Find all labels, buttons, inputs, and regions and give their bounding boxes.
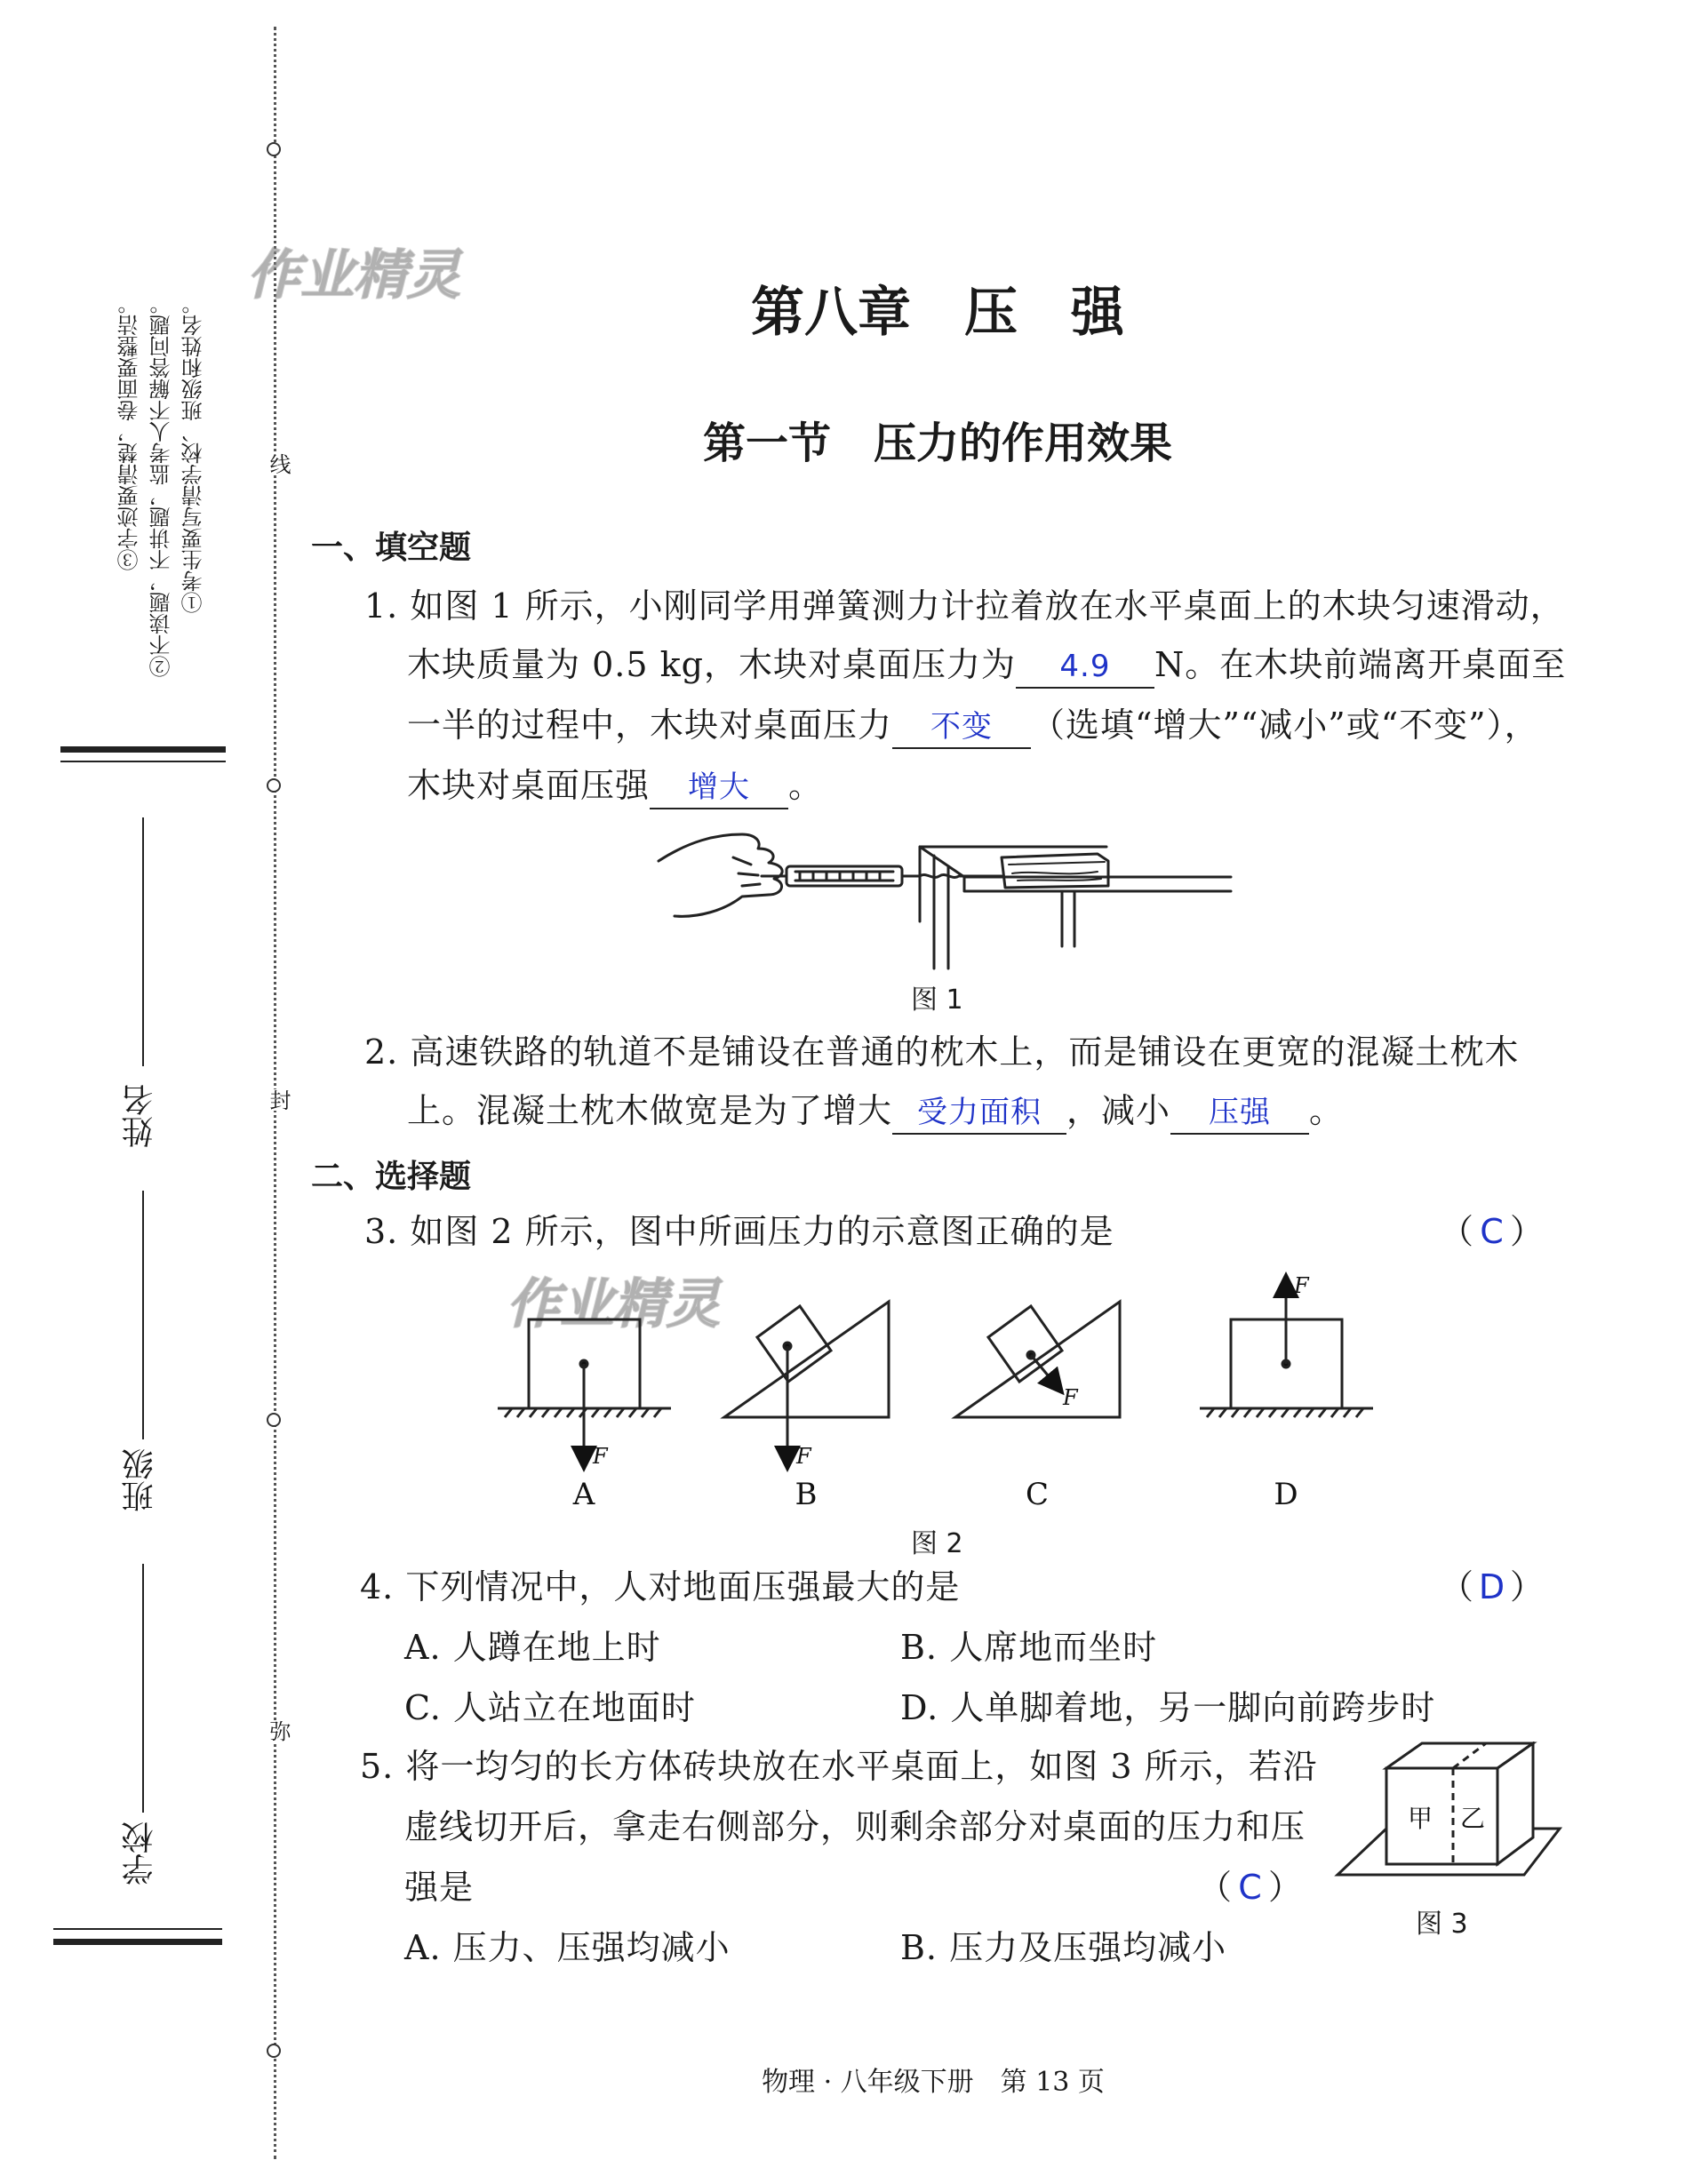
page-footer: 物理 · 八年级下册 第 13 页 <box>762 2067 1105 2098</box>
q1-blank-force[interactable]: 4.9 <box>1016 646 1154 689</box>
force-label-c: F <box>1063 1385 1078 1410</box>
q2-text: 上。混凝土枕木做宽是为了增大 <box>407 1091 893 1130</box>
paren-open: （ <box>1440 1567 1475 1606</box>
q4-option-c[interactable]: C. 人站立在地面时 <box>404 1688 696 1727</box>
q2-blank-area[interactable]: 受力面积 <box>892 1092 1066 1135</box>
q4-answer[interactable]: D <box>1478 1567 1506 1606</box>
q1-text: 一半的过程中，木块对桌面压力 <box>407 705 893 745</box>
q1-line2 <box>407 634 1566 695</box>
exam-note: ②不读题，不讲题，监考人不解答问题。 <box>149 293 174 677</box>
q1-line3 <box>407 695 1539 755</box>
q2-line1: 2. 高速铁路的轨道不是铺设在普通的枕木上，而是铺设在更宽的混凝土枕木 <box>364 1032 1520 1072</box>
school-label: 学校 <box>122 1821 158 1885</box>
q2-line2 <box>407 1080 1344 1141</box>
class-label: 班级 <box>122 1448 158 1512</box>
option-label-d: D <box>1274 1477 1298 1512</box>
q4-answer-bracket <box>1440 1557 1573 1617</box>
table-top <box>920 847 1231 968</box>
figure-1 <box>653 822 1240 973</box>
cut-circle <box>267 142 281 156</box>
part2-heading: 二、选择题 <box>311 1159 472 1195</box>
spring-scale-body <box>787 866 902 886</box>
exam-note: ①考生要写清学校、班级和姓名。 <box>181 293 206 613</box>
q4-option-b[interactable]: B. 人席地而坐时 <box>900 1628 1158 1667</box>
q5-answer-bracket <box>1198 1857 1331 1917</box>
name-label: 姓名 <box>122 1084 158 1148</box>
section-title: 第一节 压力的作用效果 <box>702 418 1172 468</box>
figure-1-caption: 图 1 <box>911 984 963 1016</box>
q2-text: 。 <box>1309 1091 1345 1130</box>
diagram-c <box>955 1302 1120 1417</box>
q2-text: ，减小 <box>1066 1091 1171 1130</box>
q1-text: 。 <box>788 766 824 805</box>
q5-line1: 5. 将一均匀的长方体砖块放在水平桌面上，如图 3 所示，若沿 <box>360 1747 1318 1786</box>
watermark: 作业精灵 <box>247 244 460 307</box>
figure-3-caption: 图 3 <box>1416 1909 1468 1940</box>
force-label-b: F <box>796 1444 811 1469</box>
diagram-d <box>1200 1282 1373 1417</box>
chapter-title: 第八章 压 强 <box>751 282 1124 344</box>
diagram-b <box>724 1302 889 1462</box>
q1-text: 木块质量为 0.5 kg，木块对桌面压力为 <box>407 645 1016 684</box>
q4-option-a[interactable]: A. 人蹲在地上时 <box>404 1628 661 1667</box>
option-label-a: A <box>572 1477 595 1512</box>
cut-circle <box>267 778 281 793</box>
q1-line4 <box>407 755 823 816</box>
rule <box>53 1928 222 1930</box>
q5-line2: 虚线切开后，拿走右侧部分，则剩余部分对桌面的压力和压 <box>404 1807 1306 1846</box>
rule <box>60 746 226 753</box>
figure-2 <box>489 1266 1395 1524</box>
seal-mark-seal: 封 <box>263 1089 294 1111</box>
q3-stem: 3. 如图 2 所示，图中所画压力的示意图正确的是 <box>364 1212 1114 1251</box>
part1-heading: 一、填空题 <box>311 530 472 566</box>
option-label-c: C <box>1025 1477 1050 1512</box>
q5-option-b[interactable]: B. 压力及压强均减小 <box>900 1928 1227 1967</box>
q5-option-a[interactable]: A. 压力、压强均减小 <box>404 1928 731 1967</box>
diagram-a <box>498 1319 671 1462</box>
paren-close: ） <box>1510 1567 1545 1606</box>
exam-notes <box>107 293 213 711</box>
paren-open: （ <box>1198 1868 1234 1907</box>
rule <box>60 761 226 762</box>
q1-line1: 1. 如图 1 所示，小刚同学用弹簧测力计拉着放在水平桌面上的木块匀速滑动， <box>364 586 1565 626</box>
q3-answer-bracket <box>1440 1201 1573 1262</box>
q5-line3: 强是 <box>404 1868 475 1907</box>
paren-open: （ <box>1440 1212 1475 1251</box>
q3-answer[interactable]: C <box>1480 1212 1505 1251</box>
brick-label-left: 甲 <box>1408 1804 1433 1833</box>
seal-mark-secret: 弥 <box>263 1720 294 1742</box>
q4-option-d[interactable]: D. 人单脚着地，另一脚向前跨步时 <box>900 1688 1436 1727</box>
cut-circle <box>267 2044 281 2058</box>
name-field-line[interactable] <box>142 817 144 1066</box>
school-field-line[interactable] <box>142 1564 144 1813</box>
cut-circle <box>267 1413 281 1427</box>
paren-close: ） <box>1510 1212 1545 1251</box>
q1-text: （选填“增大”“减小”或“不变”）， <box>1031 705 1539 745</box>
force-label-a: F <box>593 1444 608 1469</box>
force-label-d: F <box>1294 1273 1309 1298</box>
class-field-line[interactable] <box>142 1191 144 1439</box>
q1-text: 木块对桌面压强 <box>407 766 651 805</box>
watermark: 作业精灵 <box>507 1273 720 1335</box>
seal-mark-line: 线 <box>263 453 294 474</box>
q2-blank-pressure[interactable]: 压强 <box>1170 1092 1309 1135</box>
q4-stem: 4. 下列情况中，人对地面压强最大的是 <box>360 1567 961 1606</box>
q1-blank-pressure[interactable]: 增大 <box>650 767 788 809</box>
option-label-b: B <box>795 1477 818 1512</box>
rule <box>53 1939 222 1945</box>
figure-2-caption: 图 2 <box>911 1528 963 1559</box>
q5-answer[interactable]: C <box>1238 1868 1263 1907</box>
q1-text: N。在木块前端离开桌面至 <box>1154 645 1567 684</box>
q1-blank-pressure-force[interactable]: 不变 <box>892 706 1031 749</box>
paren-close: ） <box>1268 1868 1304 1907</box>
wood-block <box>1002 854 1108 888</box>
exam-note: ③字迹要清楚，卷面要整洁。 <box>117 293 142 570</box>
brick-label-right: 乙 <box>1460 1804 1486 1833</box>
figure-3 <box>1333 1742 1573 1893</box>
